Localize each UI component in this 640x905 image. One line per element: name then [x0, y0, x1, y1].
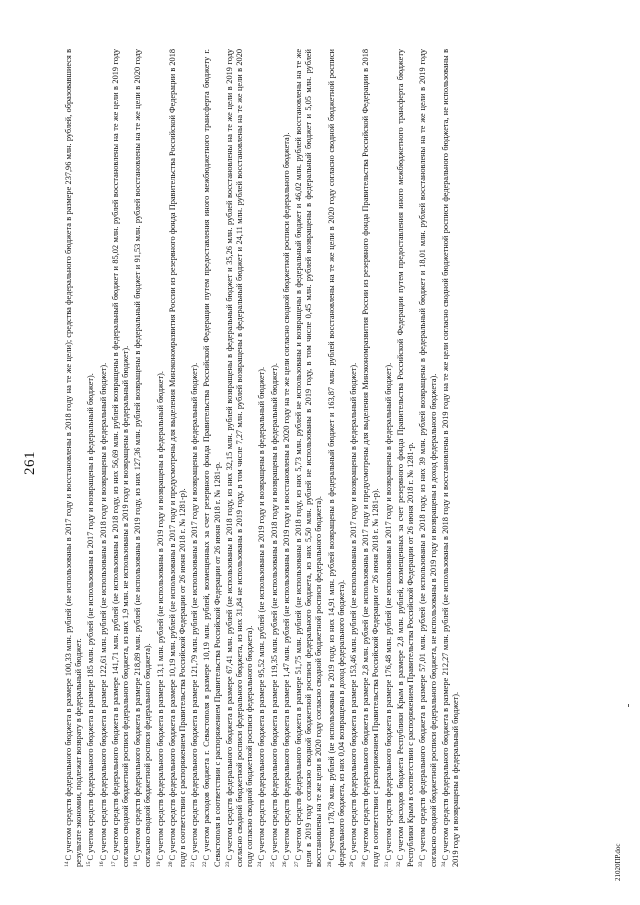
footnote-text: С учетом средств федерального бюджета в размере 51,75 млн. рублей (не использованы в 2018 году, из них 5,73 млн. рублей не использованы и возвращены в федеральный бюджет и 46,02 млн. рублей восстановлены на те же цели в 2019 году согласно сводной бюджетной росписи федерального бюджета, из них 5,50 млн. рублей не использованы в 2019 году, в том числе 0,45 млн. рублей возвращены в федеральный бюджет и 5,05 млн. рублей восстановлены на те же цели в 2020 году согласно сводной бюджетной росписи федерального бюджета). — [294, 49, 324, 867]
footnote-text: С учетом средств федерального бюджета в размере 153,46 млн. рублей (не использованы в 2017 году и возвращены в федеральный бюджет). — [349, 362, 359, 861]
footnote — [131, 49, 153, 867]
footnote-text: С учетом средств федерального бюджета в размере 212,27 млн. рублей (не использованы в 2018 году и восстановлены в 2019 году на те же цели согласно сводной бюджетной росписи федерального бюджета, не использованы в 2019 году и возвращены в федеральный бюджет). — [440, 49, 460, 867]
footnote-text: С учетом средств федерального бюджета в размере 176,48 млн. рублей (не использованы в 2017 году и возвращены в федеральный бюджет). — [383, 362, 393, 861]
footnote-number: 22 — [202, 861, 209, 867]
footnote-number: 14 — [64, 861, 70, 867]
footnotes-block — [62, 49, 461, 867]
footnote — [255, 49, 267, 867]
footnote — [109, 49, 131, 867]
footnote — [416, 49, 438, 867]
footnote — [394, 49, 416, 867]
footnote — [325, 49, 347, 867]
footnote-text: С учетом средств федерального бюджета в размере 57,01 млн. рублей (не использованы в 2018 году, из них 39 млн. рублей возвращены в федеральный бюджет и 18,01 млн. рублей восстановлены на те же цели в 2019 году согласно сводной бюджетной росписи федерального бюджета, не использованы в 2019 году и возвращены в доход федерального бюджета). — [418, 49, 438, 867]
footnote — [292, 49, 325, 867]
footnote — [188, 49, 200, 867]
footnote-text: С учетом средств федерального бюджета в размере 95,52 млн. рублей (не использованы в 2019 году и возвращены в федеральный бюджет). — [257, 366, 267, 861]
footnote-number: 15 — [86, 861, 93, 867]
footnote — [268, 49, 280, 867]
footnote-text: С учетом средств федерального бюджета в размере 2,8 млн. рублей (не использованы в 2017 году и предусмотрены для выделения Минэкономразвития России из резервного фонда Правительства Российской Федерации в 2018 году в соответствии с распоряжением Правительства Российской Федерации от 26 июня 2018 г. № 1281-р). — [361, 49, 381, 867]
footnote-text: С учетом расходов бюджета Республики Крым в размере 2,8 млн. рублей, возмещенных за счет резервного фонда Правительства Российской Федерации путем предоставления иного межбюджетного трансферта бюджету Республики Крым в соответствии с распоряжением Правительства Российской Федерации от 26 июня 2018 г. № 1281-р. — [395, 49, 416, 867]
footnote — [154, 49, 166, 867]
footnote — [166, 49, 188, 867]
footnote — [359, 49, 381, 867]
footnote-number: 29 — [349, 861, 356, 867]
footnote-text: С учетом средств федерального бюджета в размере 67,41 млн. рублей (не использованы в 2018 году, из них 32,15 млн. рублей возвращены в федеральный бюджет и 35,26 млн. рублей восстановлены на те же цели в 2019 году согласно сводной бюджетной росписи федерального бюджета, из них 31,84 не использованы в 2019 году, в том числе 7,27 млн. рублей возвращены в федеральный бюджет и 24,11 млн. рублей восстановлены на те же цели в 2020 году согласно сводной бюджетной росписи федерального бюджета). — [224, 49, 255, 867]
footnote — [97, 49, 109, 867]
footnote-number: 18 — [133, 861, 140, 867]
footnote-number: 33 — [418, 861, 425, 867]
footnote-text: С учетом средств федерального бюджета в размере 10,19 млн. рублей (не использованы в 2017 году и предусмотрены для выделения Минэкономразвития России из резервного фонда Правительства Российской Федерации в 2018 году в соответствии с распоряжением Правительства Российской Федерации от 26 июня 2018 г. № 1281-р). — [167, 49, 188, 867]
footnote-number: 17 — [110, 861, 117, 867]
footnote-number: 25 — [269, 861, 276, 867]
footnote-text: С учетом средств федерального бюджета в размере 100,33 млн. рублей (не использованы в 2017 году и восстановлены в 2018 году на те же цели); средства федерального бюджета в размере 237,96 млн. рублей, образовавшиеся в результате экономии, подлежат возврату в федеральный бюджет. — [64, 49, 84, 867]
page-number: 261 — [22, 451, 38, 475]
footnote — [84, 49, 96, 867]
footnote-text: С учетом 178,78 млн. рублей (не использованы в 2019 году, из них 14,91 млн. рублей возвращены в федеральный бюджет и 163,87 млн. рублей восстановлены на те же цели в 2020 году согласно сводной бюджетной росписи федерального бюджета, из них 0,04 возвращены в доход федерального бюджета). — [326, 49, 346, 867]
footnote-number: 19 — [155, 861, 162, 867]
footnote-number: 32 — [395, 861, 402, 867]
footnote-number: 31 — [383, 861, 390, 867]
footnote-number: 20 — [167, 861, 174, 867]
margin-mark — [628, 704, 629, 707]
footnote — [223, 49, 256, 867]
footnote-number: 23 — [224, 861, 231, 867]
footnote-text: С учетом расходов бюджета г. Севастополя в размере 10,19 млн. рублей, возмещенных за счет резервного фонда Правительства Российской Федерации путем предоставления иного межбюджетного трансферта бюджету г. Севастополя в соответствии с распоряжением Правительства Российской Федерации от 26 июня 2018 г. № 1281-р. — [202, 49, 222, 867]
footnote — [200, 49, 222, 867]
footnote-text: С учетом средств федерального бюджета в размере 119,35 млн. рублей (не использованы в 2018 году и возвращены в федеральный бюджет). — [269, 363, 279, 861]
footnote-number: 27 — [294, 861, 301, 867]
footnote-text: С учетом средств федерального бюджета в размере 185 млн. рублей (не использованы в 2017 году и возвращены в федеральный бюджет). — [86, 373, 96, 861]
footnote — [439, 49, 461, 867]
footnote-text: С учетом средств федерального бюджета в размере 122,61 млн. рублей (не использованы в 2018 году и возвращены в федеральный бюджет). — [98, 362, 108, 861]
footnote-number: 26 — [281, 861, 288, 867]
footnote — [280, 49, 292, 867]
footnote-number: 30 — [361, 861, 368, 867]
footnote-number: 16 — [98, 861, 105, 867]
footnote-number: 34 — [440, 861, 447, 867]
footnote-text: С учетом средств федерального бюджета в размере 121,79 млн. рублей (не использованы в 2017 году и возвращены в федеральный бюджет). — [190, 362, 200, 861]
footnote — [347, 49, 359, 867]
footnote-text: С учетом средств федерального бюджета в размере 218,89 млн. рублей (не использованы в 2019 году, из них 127,36 млн. рублей возвращены в федеральный бюджет и 91,53 млн. рублей восстановлены на те же цели в 2020 году согласно сводной бюджетной росписи федерального бюджета). — [133, 49, 153, 867]
footnote — [62, 49, 84, 867]
footnote-number: 24 — [257, 861, 264, 867]
footnote-text: С учетом средств федерального бюджета в размере 13,1 млн. рублей (не использованы в 2019 году и возвращены в федеральный бюджет). — [155, 371, 165, 861]
footnote-text: С учетом средств федерального бюджета в размере 141,71 млн. рублей (не использованы в 2018 году, из них 56,69 млн. рублей возвращены в федеральный бюджет и 85,02 млн. рублей восстановлены на те же цели в 2019 году согласно сводной бюджетной росписи федерального бюджета, из них 1,9 млн. не использованы в 2019 году и возвращены в федеральный бюджет). — [110, 49, 131, 867]
footnote-text: С учетом средств федерального бюджета в размере 1,47 млн. рублей (не использованы в 2019 году и восстановлены в 2020 году на те же цели согласно сводной бюджетной росписи федерального бюджета). — [281, 132, 291, 861]
footnote — [382, 49, 394, 867]
footnote-number: 28 — [326, 861, 333, 867]
document-code: 21020ПР.doc — [614, 843, 622, 881]
footnote-number: 21 — [190, 861, 197, 867]
